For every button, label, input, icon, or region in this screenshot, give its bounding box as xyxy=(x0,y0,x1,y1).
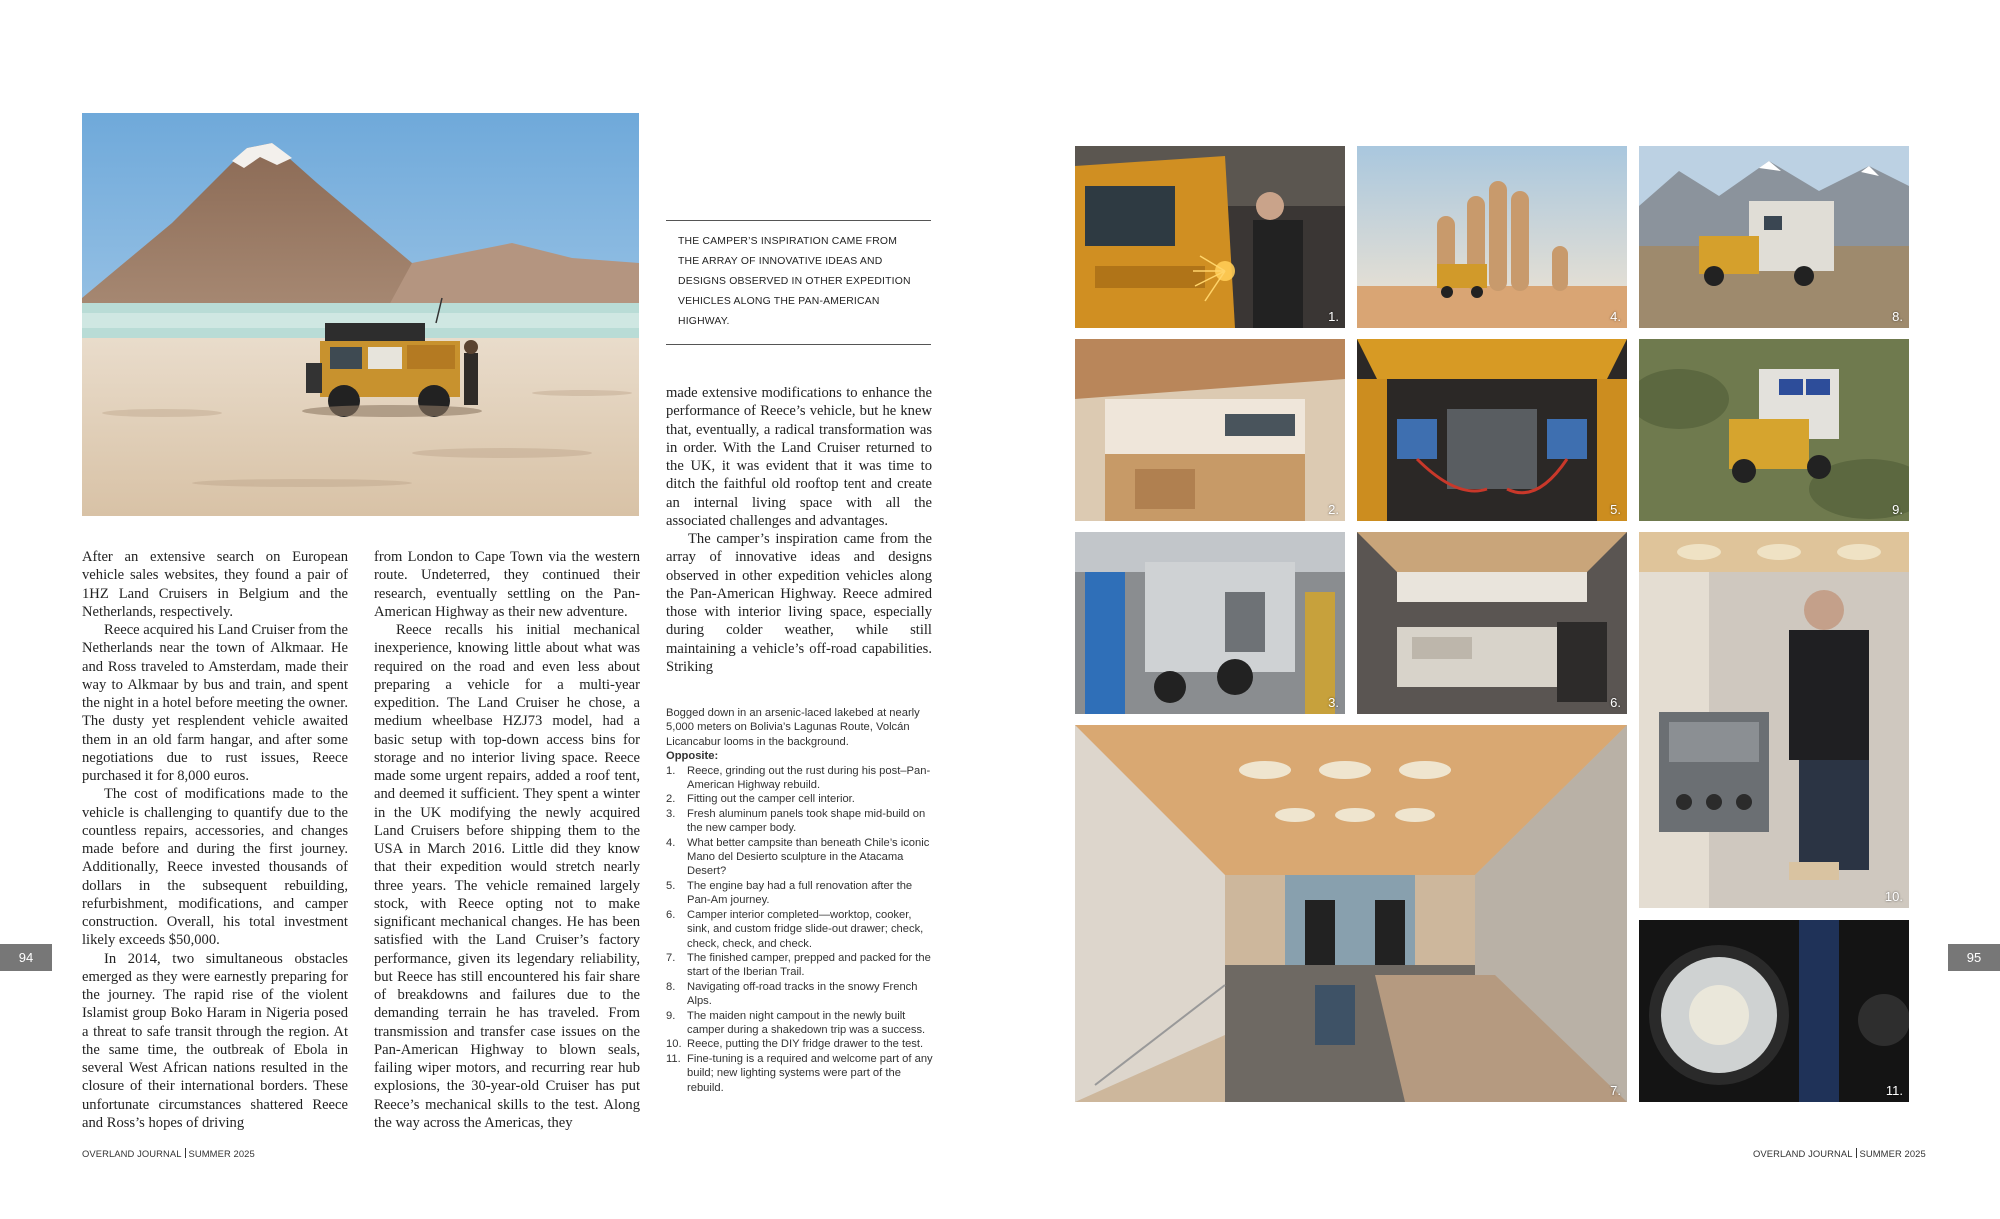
hero-photo-lakebed xyxy=(82,113,639,516)
page-number-left: 94 xyxy=(0,944,52,971)
photo-mano-del-desierto xyxy=(1357,146,1627,328)
caption-item: 3. Fresh aluminum panels took shape mid-build on the new camper body. xyxy=(666,807,926,835)
pull-quote: THE CAMPER’S INSPIRATION CAME FROM THE ARRAY OF INNOVATIVE IDEAS AND DESIGNS OBSERVED IN OTHER EXPEDITION VEHICLES ALONG THE PAN-AMERICAN HIGHWAY. xyxy=(666,220,931,345)
caption-item: 1. Reece, grinding out the rust during his post–Pan-American Highway rebuild. xyxy=(666,764,931,792)
magazine-name: OVERLAND JOURNAL xyxy=(82,1148,182,1159)
photo-number: 5. xyxy=(1610,502,1621,517)
issue-date: SUMMER 2025 xyxy=(188,1148,255,1159)
photo-number: 3. xyxy=(1328,695,1339,710)
article-column-1 xyxy=(82,548,348,1132)
paragraph: made extensive modifications to enhance the performance of Reece’s vehicle, but he knew that, eventually, a radical transformation was in order. With the Land Cruiser returned to the UK, it was evident that it was time to ditch the faithful old rooftop tent and create an internal living space with all the associated challenges and advantages. xyxy=(666,385,932,529)
photo-number: 10. xyxy=(1884,889,1903,904)
campout-illustration xyxy=(1639,339,1909,521)
paragraph: In 2014, two simultaneous obstacles emerged as they were earnestly preparing for the journey. The rapid rise of the violent Islamist group Boko Haram in Nigeria posed a threat to safe transit through the region. At the same time, the outbreak of Ebola in several West African nations resulted in the closure of their international borders. These unfortunate circumstances shattered Reece and Ross’s hopes of driving xyxy=(82,950,348,1131)
photo-number: 11. xyxy=(1885,1083,1903,1098)
photo-number: 7. xyxy=(1610,1083,1621,1098)
magazine-name: OVERLAND JOURNAL xyxy=(1753,1148,1853,1159)
interior-completed-illustration xyxy=(1357,532,1627,714)
caption-item: 11. Fine-tuning is a required and welcome part of any build; new lighting systems were part of the rebuild. xyxy=(666,1052,933,1094)
photo-lighting xyxy=(1639,920,1909,1102)
caption-item: 2. Fitting out the camper cell interior. xyxy=(666,793,855,806)
article-column-3 xyxy=(666,384,932,676)
caption-item: 8. Navigating off-road tracks in the snowy French Alps. xyxy=(666,980,918,1008)
paragraph: The camper’s inspiration came from the array of innovative ideas and designs observed in other expedition vehicles along the Pan-American Highway. Reece admired those with interior living space, especially during colder weather, while still maintaining a vehicle’s off-road capabilities. Striking xyxy=(666,531,932,675)
photo-number: 9. xyxy=(1892,502,1903,517)
photo-number: 6. xyxy=(1610,695,1621,710)
fitout-illustration xyxy=(1075,339,1345,521)
engine-illustration xyxy=(1357,339,1627,521)
caption-list xyxy=(666,764,934,1095)
photo-fridge-drawer xyxy=(1639,532,1909,908)
caption-item: 10. Reece, putting the DIY fridge drawer to the test. xyxy=(666,1038,924,1051)
main-caption: Bogged down in an arsenic-laced lakebed at nearly 5,000 meters on Bolivia’s Lagunas Route, Volcán Licancabur looms in the background. xyxy=(666,707,920,748)
grinding-illustration xyxy=(1075,146,1345,328)
photo-french-alps xyxy=(1639,146,1909,328)
article-column-2 xyxy=(374,548,640,1132)
running-foot-right xyxy=(1753,1148,1926,1159)
paragraph: Reece recalls his initial mechanical inexperience, knowing little about what was required on the road and even less about preparing a vehicle for a multi-year expedition. The Land Cruiser he chose, a medium wheelbase HZJ73 model, had a basic setup with top-down access bins for storage and no interior living space. Reece made some urgent repairs, added a roof tent, and deemed it sufficient. They spent a winter in the UK modifying the newly acquired Land Cruisers before shipping them to the USA in March 2016. Little did they know that their expedition would stretch nearly three years. The vehicle remained largely stock, with Reece opting not to make significant mechanical changes. He has been satisfied with the Land Cruiser’s factory performance, given its legendary reliability, but Reece has still encountered his fair share of breakdowns and failures due to the demanding terrain he has traveled. From transmission and transfer case issues on the Pan-American Highway to blown seals, failing wiper motors, and recurring rear hub explosions, the 30-year-old Cruiser has put Reece’s mechanical skills to the test. Along the way across the Americas, they xyxy=(374,622,640,1131)
photo-finished-camper xyxy=(1075,725,1627,1102)
paragraph: Reece acquired his Land Cruiser from the Netherlands near the town of Alkmaar. He and Ross traveled to Amsterdam, made their way to Alkmaar by bus and train, and spent the night in a hotel before meeting the owner. The dusty yet resplendent vehicle awaited them in an old farm hangar, and after some negotiations due to rust issues, Reece purchased it for 8,000 euros. xyxy=(82,622,348,784)
page-number-right: 95 xyxy=(1948,944,2000,971)
caption-item: 4. What better campsite than beneath Chile’s iconic Mano del Desierto sculpture in the Atacama Desert? xyxy=(666,836,930,878)
opposite-label: Opposite: xyxy=(666,750,719,763)
caption-item: 7. The finished camper, prepped and packed for the start of the Iberian Trail. xyxy=(666,951,931,979)
caption-item: 9. The maiden night campout in the newly built camper during a shakedown trip was a success. xyxy=(666,1009,926,1036)
caption-item: 5. The engine bay had a full renovation after the Pan-Am journey. xyxy=(666,879,913,907)
running-foot-left xyxy=(82,1148,255,1159)
right-page xyxy=(1000,0,2000,1219)
panels-illustration xyxy=(1075,532,1345,714)
photo-maiden-campout xyxy=(1639,339,1909,521)
lakebed-volcano-illustration xyxy=(82,113,639,516)
photo-grinding-rust xyxy=(1075,146,1345,328)
photo-captions xyxy=(666,706,934,1095)
paragraph: After an extensive search on European vehicle sales websites, they found a pair of 1HZ Land Cruisers in Belgium and the Netherlands, respectively. xyxy=(82,549,348,620)
photo-aluminum-panels xyxy=(1075,532,1345,714)
photo-number: 4. xyxy=(1610,309,1621,324)
lighting-illustration xyxy=(1639,920,1909,1102)
caption-item: 6. Camper interior completed—worktop, cooker, sink, and custom fridge slide-out drawer; check, check, check, and check. xyxy=(666,908,924,950)
photo-number: 1. xyxy=(1328,309,1339,324)
photo-camper-fitout xyxy=(1075,339,1345,521)
fridge-drawer-illustration xyxy=(1639,532,1909,908)
alps-illustration xyxy=(1639,146,1909,328)
desert-hand-illustration xyxy=(1357,146,1627,328)
photo-number: 8. xyxy=(1892,309,1903,324)
photo-number: 2. xyxy=(1328,502,1339,517)
paragraph: The cost of modifications made to the vehicle is challenging to quantify due to the countless repairs, accessories, and changes made before and during the first journey. Additionally, Reece invested thousands of dollars in the subsequent rebuilding, refurbishment, modifications, and camper construction. Overall, his total investment likely exceeds $50,000. xyxy=(82,786,348,949)
photo-interior-completed xyxy=(1357,532,1627,714)
issue-date: SUMMER 2025 xyxy=(1859,1148,1926,1159)
photo-engine-bay xyxy=(1357,339,1627,521)
finished-camper-illustration xyxy=(1075,725,1627,1102)
paragraph: from London to Cape Town via the western route. Undeterred, they continued their research, eventually settling on the Pan-American Highway as their new adventure. xyxy=(374,549,640,620)
